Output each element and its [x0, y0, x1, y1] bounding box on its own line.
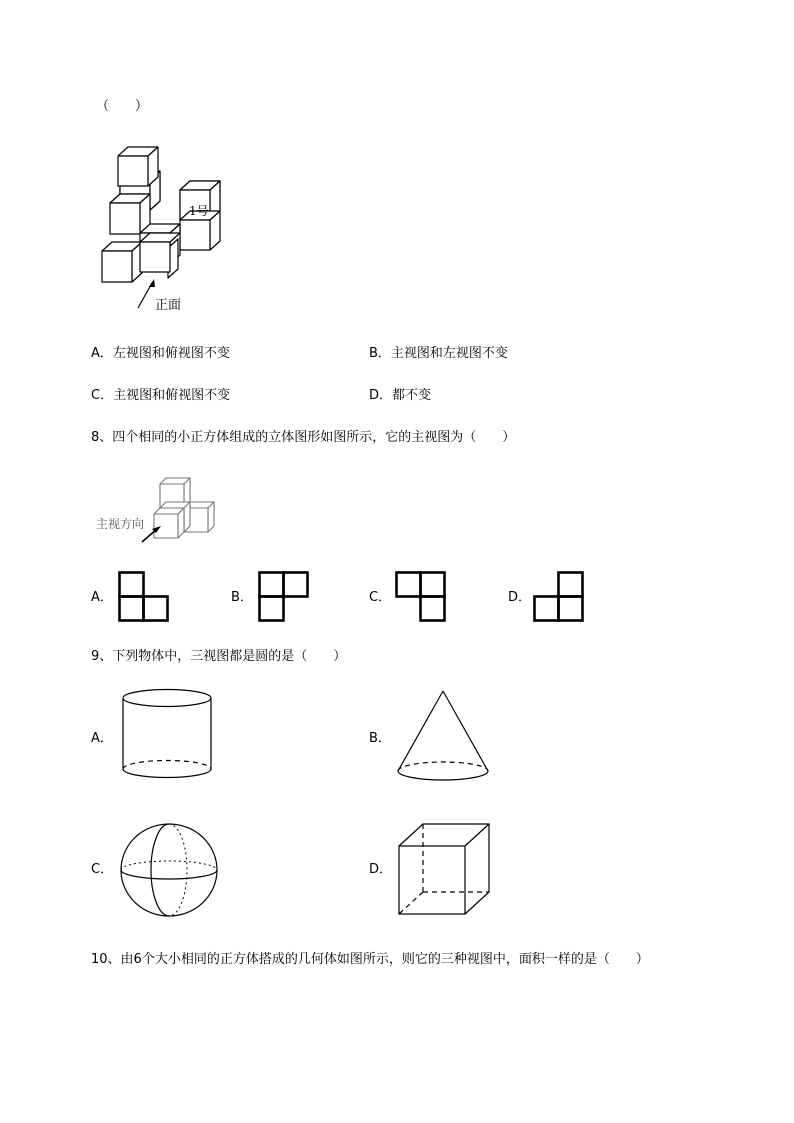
q9-option-letter-c: C．: [91, 862, 114, 877]
q9-option-letter-d: D．: [369, 862, 393, 877]
q7-option-c: C．主视图和俯视图不变: [91, 388, 231, 403]
cone-icon: [395, 690, 491, 786]
q8-option-b-view-icon: [258, 571, 310, 623]
sphere-icon: [119, 822, 219, 918]
q9-stem: 9、下列物体中，三视图都是圆的是（ ）: [91, 649, 347, 664]
q7-option-a: A．左视图和俯视图不变: [91, 346, 230, 361]
q8-option-letter-c: C．: [369, 590, 392, 605]
q8-option-a-view-icon: [118, 571, 170, 623]
q8-stem: 8、四个相同的小正方体组成的立体图形如图所示，它的主视图为（ ）: [91, 430, 516, 445]
cube: [154, 508, 184, 538]
q8-option-c-view-icon: [395, 571, 447, 623]
front-label: 正面: [155, 298, 182, 313]
cube: [118, 147, 158, 186]
cube-label-no1: 1号: [189, 204, 209, 218]
q7-option-d: D．都不变: [369, 388, 432, 403]
q8-option-letter-d: D．: [508, 590, 532, 605]
cube-icon: [397, 822, 493, 918]
cube: [110, 194, 150, 234]
q7-cube-stack-figure: [100, 145, 230, 315]
q8-four-cube-figure: [94, 476, 224, 546]
cylinder-icon: [121, 688, 215, 780]
q9-option-letter-b: B．: [369, 731, 391, 746]
q9-option-letter-a: A．: [91, 731, 113, 746]
arrowhead-icon: [149, 279, 155, 287]
q8-option-letter-a: A．: [91, 590, 113, 605]
q8-option-letter-b: B．: [231, 590, 253, 605]
view-direction-label: 主视方向: [96, 517, 145, 531]
cube: [102, 242, 142, 282]
q7-option-b: B．主视图和左视图不变: [369, 346, 508, 361]
q10-stem: 10、由6个大小相同的正方体搭成的几何体如图所示，则它的三种视图中，面积一样的是（ ）: [91, 952, 649, 967]
q7-answer-blank: （ ）: [96, 99, 149, 114]
q8-option-d-view-icon: [533, 571, 585, 623]
